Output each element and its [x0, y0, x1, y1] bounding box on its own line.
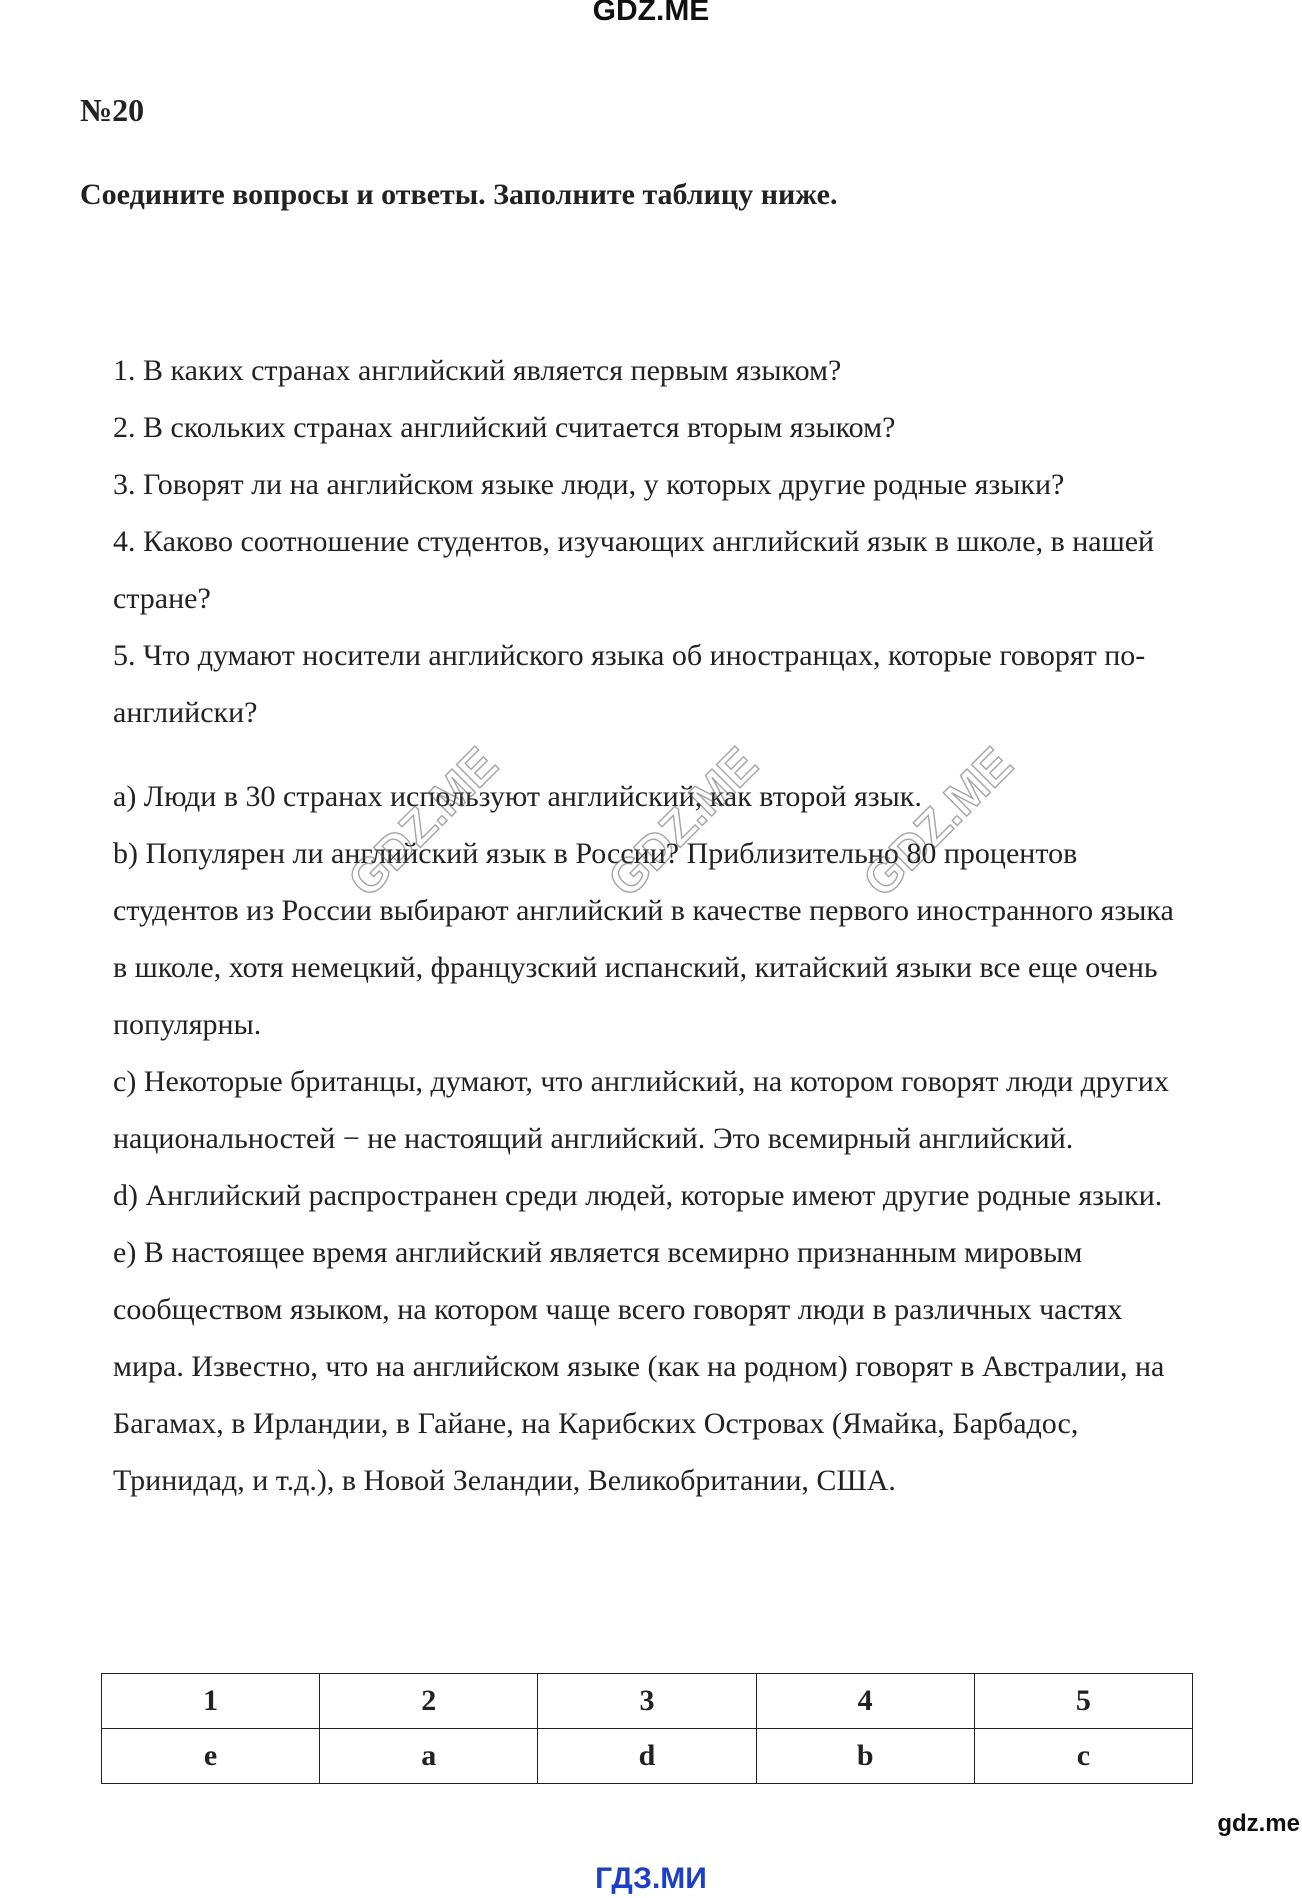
question-item: 2. В скольких странах английский считается вторым языком? [113, 411, 896, 444]
question-item: 3. Говорят ли на английском языке люди, у которых другие родные языки? [113, 468, 1065, 501]
table-cell: 5 [974, 1674, 1192, 1729]
task-instruction: Соедините вопросы и ответы. Заполните таблицу ниже. [80, 178, 838, 211]
question-item: 4. Каково соотношение студентов, изучающих английский язык в школе, в нашей стране? [113, 525, 1155, 615]
watermark: GDZ.ME [598, 737, 769, 908]
questions-list [113, 342, 1193, 741]
table-cell: 4 [756, 1674, 974, 1729]
question-item: 1. В каких странах английский является первым языком? [113, 354, 842, 387]
table-cell: 2 [320, 1674, 538, 1729]
table-cell: c [974, 1729, 1192, 1784]
table-cell: 3 [538, 1674, 756, 1729]
corner-site-label: gdz.me [1217, 1810, 1300, 1837]
table-cell: a [320, 1729, 538, 1784]
answer-table-values-row [102, 1729, 1193, 1784]
answer-item: e) В настоящее время английский является всемирно признанным мировым сообществом языком, на котором чаще всего говорят люди в различных частях мира. Известно, что на английском языке (как на родном) говорят в Австралии, на Багамах, в Ирландии, в Гайане, на Карибских Островах (Ямайка, Барбадос, Тринидад, и т.д.), в Новой Зеландии, Великобритании, США. [113, 1236, 1165, 1497]
question-item: 5. Что думают носители английского языка об иностранцах, которые говорят по-английски? [113, 639, 1146, 729]
site-footer-link[interactable]: ГДЗ.МИ [595, 1862, 707, 1895]
table-cell: e [102, 1729, 320, 1784]
table-cell: 1 [102, 1674, 320, 1729]
table-cell: d [538, 1729, 756, 1784]
answer-item: b) Популярен ли английский язык в России? Приблизительно 80 процентов студентов из России выбирают английский в качестве первого иностранного языка в школе, хотя немецкий, французский испанский, китайский языки все еще очень популярны. [113, 837, 1174, 1041]
answer-item: c) Некоторые британцы, думают, что английский, на котором говорят люди других национальностей − не настоящий английский. Это всемирный английский. [113, 1065, 1169, 1155]
watermark: GDZ.ME [853, 737, 1024, 908]
answer-item: d) Английский распространен среди людей, которые имеют другие родные языки. [113, 1179, 1163, 1212]
answer-table-header-row [102, 1674, 1193, 1729]
answer-table [101, 1673, 1193, 1784]
table-cell: b [756, 1729, 974, 1784]
answer-item: a) Люди в 30 странах используют английский, как второй язык. [113, 780, 922, 813]
task-number: №20 [80, 92, 145, 128]
watermark: GDZ.ME [338, 737, 509, 908]
site-header-logo: GDZ.ME [592, 0, 710, 27]
